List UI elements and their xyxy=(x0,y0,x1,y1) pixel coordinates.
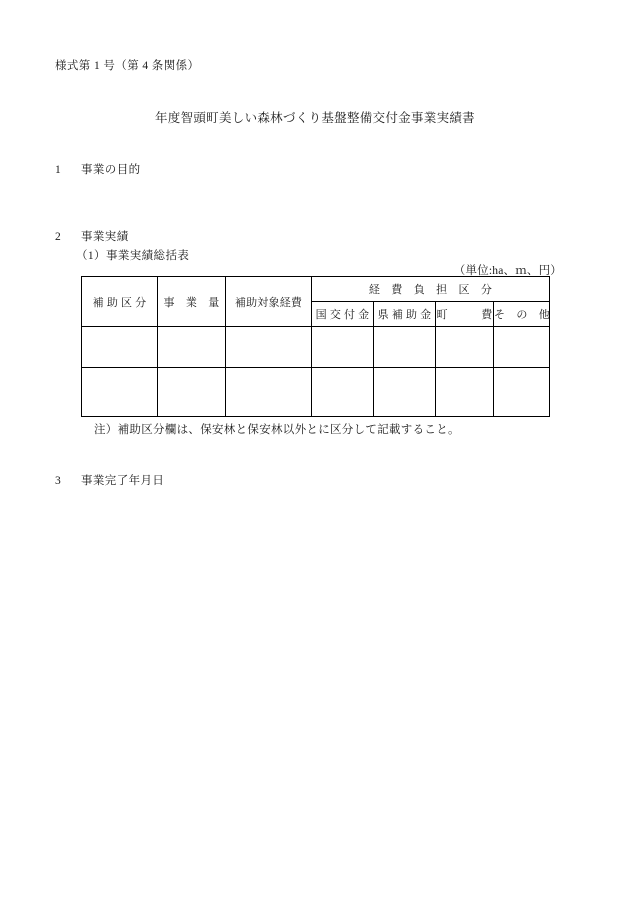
table-col-header-prefectural-subsidy: 県 補 助 金 xyxy=(374,302,436,327)
subsection-summary-table-label: （1）事業実績総括表 xyxy=(76,250,190,262)
table-col-header-project-volume: 事 業 量 xyxy=(158,277,226,327)
section-purpose-label: 事業の目的 xyxy=(81,164,141,176)
table-cell[interactable] xyxy=(374,368,436,417)
section-results-number: 2 xyxy=(55,231,62,243)
table-col-header-town-expense: 町 費 xyxy=(436,302,494,327)
unit-note: （単位:ha、ｍ、円） xyxy=(453,265,562,277)
table-cell[interactable] xyxy=(436,368,494,417)
section-completion-date xyxy=(55,472,164,488)
section-purpose-number: 1 xyxy=(55,164,62,176)
table-cell[interactable] xyxy=(494,368,550,417)
table-col-group-header-cost-burden: 経 費 負 担 区 分 xyxy=(312,277,550,302)
table-cell[interactable] xyxy=(158,327,226,368)
table-header-row-top xyxy=(82,277,550,302)
table-note: 注）補助区分欄は、保安林と保安林以外とに区分して記載すること。 xyxy=(94,424,460,436)
page-title: 年度智頭町美しい森林づくり基盤整備交付金事業実績書 xyxy=(154,111,475,125)
section-results-label: 事業実績 xyxy=(81,231,129,243)
table-row xyxy=(82,368,550,417)
summary-table-wrapper xyxy=(81,276,549,417)
table-cell[interactable] xyxy=(82,327,158,368)
table-cell[interactable] xyxy=(312,368,374,417)
table-col-header-subsidy-category: 補 助 区 分 xyxy=(82,277,158,327)
table-cell[interactable] xyxy=(226,327,312,368)
summary-table xyxy=(81,276,550,417)
table-cell[interactable] xyxy=(436,327,494,368)
table-col-header-other: そ の 他 xyxy=(494,302,550,327)
table-cell[interactable] xyxy=(226,368,312,417)
table-col-header-national-grant: 国 交 付 金 xyxy=(312,302,374,327)
table-cell[interactable] xyxy=(82,368,158,417)
section-completion-date-label: 事業完了年月日 xyxy=(81,475,165,487)
table-col-header-eligible-expenses: 補助対象経費 xyxy=(226,277,312,327)
table-cell[interactable] xyxy=(374,327,436,368)
section-completion-date-number: 3 xyxy=(55,475,62,487)
table-row xyxy=(82,327,550,368)
form-number: 様式第 1 号（第 4 条関係） xyxy=(55,60,200,72)
table-cell[interactable] xyxy=(158,368,226,417)
section-results xyxy=(55,228,129,244)
section-purpose xyxy=(55,161,141,177)
table-cell[interactable] xyxy=(494,327,550,368)
table-cell[interactable] xyxy=(312,327,374,368)
